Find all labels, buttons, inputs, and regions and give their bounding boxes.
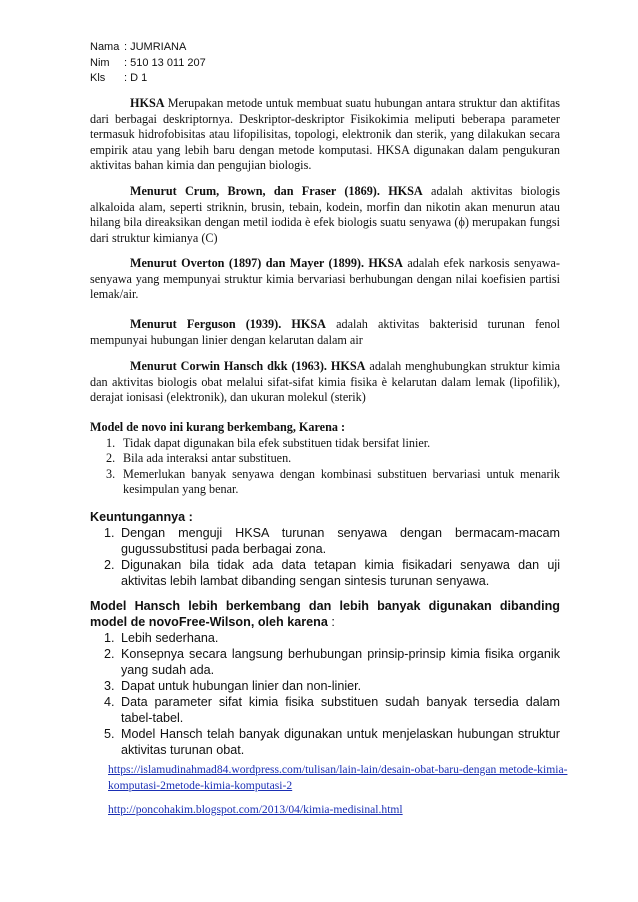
- student-info: [90, 40, 206, 87]
- list-text: Digunakan bila tidak ada data tetapan kimia fisikadari senyawa dan uji aktivitas lebih lambat dibanding sengan sintesis turunan senyawa.: [121, 558, 560, 588]
- list-item: [104, 630, 560, 646]
- list-number: 4.: [104, 695, 115, 709]
- paragraph-text: adalah aktivitas bakterisid turunan fenol mempunyai hubungan linier dengan kelarutan dalam air: [90, 317, 560, 347]
- section-de-novo: [90, 420, 560, 498]
- heading-tail: :: [327, 615, 335, 629]
- paragraph-crum-brown-fraser: [90, 184, 560, 246]
- paragraph-corwin-hansch: [90, 359, 560, 406]
- class-value: : D 1: [124, 72, 148, 84]
- reference-link-1[interactable]: https://islamudinahmad84.wordpress.com/tulisan/lain-lain/desain-obat-baru-dengan metode-kimia-komputasi-2metode-kimia-komputasi-2: [108, 763, 568, 792]
- list-text: Dapat untuk hubungan linier dan non-linier.: [121, 679, 362, 693]
- list-text: Konsepnya secara langsung berhubungan prinsip-prinsip kimia fisika organik yang sudah ada.: [121, 647, 560, 677]
- list-item: [104, 694, 560, 726]
- list-item: [104, 726, 560, 758]
- class-label: Kls: [90, 72, 106, 84]
- paragraph-overton-mayer: [90, 256, 560, 303]
- reference-link-1-row: [108, 762, 568, 793]
- class-row: [90, 71, 206, 87]
- paragraph-lead: Menurut Overton (1897) dan Mayer (1899). HKSA: [130, 256, 403, 270]
- heading-bold: Model Hansch lebih berkembang dan lebih banyak digunakan dibanding model de novoFree-Wilson, oleh karena: [90, 599, 560, 629]
- reference-link-2-row: [108, 802, 568, 818]
- paragraph-ferguson: [90, 317, 560, 348]
- list-item: [106, 436, 560, 452]
- list-item: [104, 525, 560, 557]
- paragraph-hksa-definition: [90, 96, 560, 174]
- list-number: 1.: [104, 631, 115, 645]
- list-item: [106, 451, 560, 467]
- keuntungan-list: [104, 525, 560, 589]
- paragraph-lead: Menurut Corwin Hansch dkk (1963). HKSA: [130, 359, 366, 373]
- list-number: 2.: [106, 451, 116, 466]
- hansch-list: [104, 630, 560, 758]
- name-label: Nama: [90, 41, 120, 53]
- list-text: Memerlukan banyak senyawa dengan kombinasi substituen bervariasi untuk menarik kesimpulan yang benar.: [123, 466, 560, 497]
- paragraph-text: adalah efek narkosis senyawa-senyawa yang mempunyai struktur kimia bervariasi berhubungan dengan nilai koefisien partisi lemak/air.: [90, 256, 560, 302]
- list-number: 3.: [104, 679, 115, 693]
- de-novo-list: [106, 436, 560, 498]
- list-text: Data parameter sifat kimia fisika substituen sudah banyak tersedia dalam tabel-tabel.: [121, 695, 560, 725]
- list-text: Dengan menguji HKSA turunan senyawa dengan bermacam-macam gugussubstitusi pada berbagai zona.: [121, 526, 560, 556]
- reference-links: [108, 762, 568, 818]
- list-item: [106, 467, 560, 498]
- name-row: [90, 40, 206, 56]
- section-keuntungan: [90, 509, 560, 589]
- paragraph-lead: HKSA: [130, 96, 165, 110]
- nim-label: Nim: [90, 56, 110, 69]
- list-number: 2.: [104, 558, 115, 572]
- list-number: 3.: [106, 466, 116, 481]
- list-number: 1.: [106, 435, 116, 450]
- section-heading: Model de novo ini kurang berkembang, Karena :: [90, 420, 346, 434]
- list-text: Model Hansch telah banyak digunakan untuk menjelaskan hubungan struktur aktivitas turunan obat.: [121, 727, 560, 757]
- list-item: [104, 678, 560, 694]
- section-model-hansch: [90, 598, 560, 758]
- list-text: Tidak dapat digunakan bila efek substituen tidak bersifat linier.: [123, 435, 431, 450]
- nim-row: [90, 56, 206, 72]
- list-number: 5.: [104, 727, 115, 741]
- section-heading: Keuntungannya :: [90, 510, 193, 524]
- reference-link-2[interactable]: http://poncohakim.blogspot.com/2013/04/kimia-medisinal.html: [108, 803, 403, 816]
- paragraph-text: Merupakan metode untuk membuat suatu hubungan antara struktur dan aktifitas dari berbagai deskriptornya. Deskriptor-deskriptor Fisikokimia meliputi beberapa parameter termasuk hidrofobisitas atau lifopilisitas, topologi, elektronik dan sterik, yang dilakukan secara empirik atau yang lebih baru dengan metode komputasi. HKSA digunakan dalam pengukuran aktivitas bahan kimia dan pengujian biologis.: [90, 96, 560, 173]
- paragraph-lead: Menurut Ferguson (1939). HKSA: [130, 317, 326, 331]
- list-number: 2.: [104, 647, 115, 661]
- nim-value: : 510 13 011 207: [124, 56, 206, 69]
- name-value: : JUMRIANA: [124, 41, 187, 53]
- list-item: [104, 557, 560, 589]
- list-text: Bila ada interaksi antar substituen.: [123, 451, 292, 466]
- paragraph-lead: Menurut Crum, Brown, dan Fraser (1869). HKSA: [130, 184, 423, 198]
- list-number: 1.: [104, 526, 115, 540]
- paragraph-text: adalah aktivitas biologis alkaloida alam, seperti striknin, brusin, tebain, kodein, morfin dan nikotin akan menurun atau hilang bila direaksikan dengan metil iodida è efek biologis suatu senyawa (ϕ) merupakan fungsi dari struktur kimianya (C): [90, 184, 560, 245]
- list-text: Lebih sederhana.: [121, 631, 219, 645]
- paragraph-text: adalah menghubungkan struktur kimia dan aktivitas biologis obat melalui sifat-sifat kimia fisika è kelarutan dalam lemak (lipofilik), derajat ionisasi (elektronik), dan ukuran molekul (sterik): [90, 359, 560, 405]
- section-heading: [90, 598, 560, 630]
- list-item: [104, 646, 560, 678]
